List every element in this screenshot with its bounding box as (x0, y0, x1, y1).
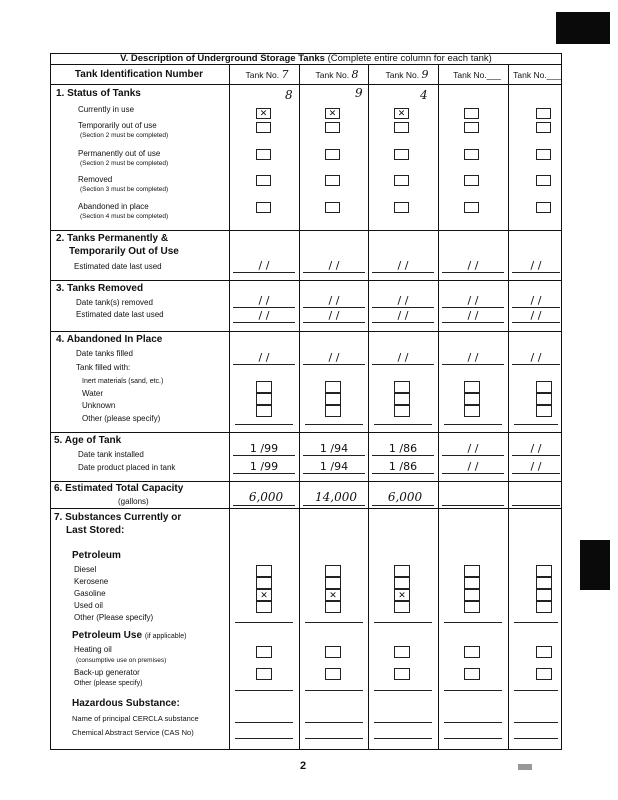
date-value[interactable]: / / (397, 351, 409, 364)
status-checkbox[interactable] (325, 122, 340, 133)
tank-col-1: Tank No. 7 (245, 68, 289, 81)
divider-s3 (50, 280, 562, 281)
date-underline (512, 455, 560, 456)
status-checkbox[interactable] (536, 108, 551, 119)
date-value[interactable]: / / (530, 351, 542, 364)
capacity-value[interactable]: 6,000 (248, 490, 284, 504)
fill-checkbox[interactable] (325, 381, 341, 393)
s1-item-label: Removed (78, 175, 113, 184)
substance-checkbox[interactable]: ✕ (394, 589, 410, 601)
other-underline (235, 424, 293, 425)
substance-checkbox[interactable] (536, 565, 552, 577)
substance-checkbox[interactable] (536, 589, 552, 601)
s3-title: 3. Tanks Removed (56, 283, 144, 294)
s1-item-label: Currently in use (78, 105, 135, 114)
s1-title: 1. Status of Tanks (56, 88, 141, 99)
date-value[interactable]: / / (258, 294, 270, 307)
date-underline (233, 272, 295, 273)
tank-id-row (50, 65, 562, 85)
petuse-checkbox[interactable] (464, 668, 480, 680)
black-tab-top (556, 12, 610, 44)
capacity-underline (442, 505, 504, 506)
cas-underline (444, 738, 502, 739)
substance-checkbox[interactable] (394, 577, 410, 589)
fill-checkbox[interactable] (394, 393, 410, 405)
petuse-checkbox[interactable] (325, 646, 341, 658)
footer-stamp (518, 764, 532, 770)
other-underline (305, 690, 363, 691)
capacity-value[interactable]: 6,000 (387, 490, 423, 504)
tank-col-4: Tank No.___ (453, 70, 501, 80)
date-underline (303, 455, 365, 456)
status-checkbox[interactable]: ✕ (394, 108, 409, 119)
status-checkbox[interactable] (325, 202, 340, 213)
other-underline (374, 690, 432, 691)
fill-checkbox[interactable] (464, 405, 480, 417)
substance-checkbox[interactable] (464, 577, 480, 589)
date-value[interactable]: / / (467, 294, 479, 307)
fill-checkbox[interactable] (536, 393, 552, 405)
substance-checkbox[interactable]: ✕ (325, 589, 341, 601)
divider-s6 (50, 481, 562, 482)
substance-checkbox[interactable]: ✕ (256, 589, 272, 601)
status-checkbox[interactable] (256, 175, 271, 186)
s4-fill: Other (please specify) (82, 414, 161, 423)
other-underline (235, 690, 293, 691)
page-number: 2 (300, 760, 307, 772)
tank-id-label: Tank Identification Number (74, 69, 204, 80)
date-value[interactable]: / / (467, 460, 479, 473)
status-checkbox[interactable] (464, 202, 479, 213)
haz-underline (444, 722, 502, 723)
date-underline (303, 322, 365, 323)
fill-checkbox[interactable] (256, 405, 272, 417)
date-underline (233, 307, 295, 308)
status-checkbox[interactable] (256, 149, 271, 160)
other-underline (374, 424, 432, 425)
date-underline (512, 307, 560, 308)
divider-s7 (50, 508, 562, 509)
other-underline (444, 622, 502, 623)
other-underline (305, 424, 363, 425)
col-divider (229, 65, 230, 750)
status-checkbox[interactable] (394, 175, 409, 186)
divider-s2 (50, 230, 562, 231)
status-checkbox[interactable] (464, 108, 479, 119)
date-value[interactable]: / / (530, 442, 542, 455)
substance-checkbox[interactable] (536, 601, 552, 613)
s4-fill: Unknown (82, 401, 116, 410)
petuse-checkbox[interactable] (256, 646, 272, 658)
other-underline (514, 424, 558, 425)
date-value[interactable]: 1 /99 (249, 442, 279, 455)
petuse-checkbox[interactable] (536, 646, 552, 658)
s3-item2: Estimated date last used (76, 310, 164, 319)
cas-underline (235, 738, 293, 739)
other-underline (514, 622, 558, 623)
s7-title2: Last Stored: (66, 525, 125, 536)
date-value[interactable]: / / (328, 259, 340, 272)
fill-checkbox[interactable] (536, 381, 552, 393)
date-underline (233, 322, 295, 323)
date-value[interactable]: / / (328, 351, 340, 364)
capacity-underline (303, 505, 365, 506)
s1-item-label: Abandoned in place (78, 202, 149, 211)
haz-underline (235, 722, 293, 723)
divider-s5 (50, 432, 562, 433)
date-value[interactable]: / / (530, 259, 542, 272)
date-underline (303, 364, 365, 365)
date-underline (372, 307, 434, 308)
date-underline (233, 364, 295, 365)
s5-item2: Date product placed in tank (78, 463, 176, 472)
s5-item1: Date tank installed (78, 450, 144, 459)
date-value[interactable]: / / (530, 460, 542, 473)
substance-checkbox[interactable] (464, 601, 480, 613)
fill-checkbox[interactable] (394, 381, 410, 393)
substance-checkbox[interactable] (325, 565, 341, 577)
petuse-checkbox[interactable] (394, 646, 410, 658)
date-underline (303, 473, 365, 474)
status-checkbox[interactable] (536, 202, 551, 213)
status-checkbox[interactable] (394, 122, 409, 133)
s7-pet-item: Diesel (74, 565, 97, 574)
s1-item-label: Permanently out of use (78, 149, 161, 158)
status-checkbox[interactable] (256, 122, 271, 133)
s1-item-note: (Section 2 must be completed) (80, 132, 169, 139)
status-checkbox[interactable] (394, 149, 409, 160)
date-value[interactable]: 1 /86 (388, 460, 418, 473)
handwritten-9: 9 (355, 86, 363, 100)
s7-petuse-item: Back-up generator (74, 668, 140, 677)
s3-item1: Date tank(s) removed (76, 298, 153, 307)
capacity-underline (512, 505, 560, 506)
date-underline (233, 473, 295, 474)
date-value[interactable]: 1 /94 (319, 460, 349, 473)
section-header (50, 53, 562, 65)
status-checkbox[interactable] (464, 122, 479, 133)
other-underline (374, 622, 432, 623)
s7-pet-item: Used oil (74, 601, 103, 610)
s7-haz-item: Name of principal CERCLA substance (72, 714, 199, 723)
petuse-checkbox[interactable] (464, 646, 480, 658)
capacity-underline (233, 505, 295, 506)
col-divider (508, 65, 509, 750)
date-underline (512, 473, 560, 474)
s4-title: 4. Abandoned In Place (56, 334, 163, 345)
s7-pet-item: Other (Please specify) (74, 613, 154, 622)
header-subtitle: (Complete entire column for each tank) (327, 53, 492, 64)
s4-item1: Date tanks filled (76, 349, 133, 358)
substance-checkbox[interactable] (256, 565, 272, 577)
date-underline (512, 322, 560, 323)
s7-petuse-item: Other (please specify) (74, 680, 143, 687)
haz-underline (305, 722, 363, 723)
capacity-value[interactable]: 14,000 (315, 490, 357, 504)
s1-item-label: Temporarily out of use (78, 121, 157, 130)
substance-checkbox[interactable] (536, 577, 552, 589)
date-underline (442, 473, 504, 474)
tank-col-2: Tank No. 8 (315, 68, 359, 81)
date-underline (442, 364, 504, 365)
date-underline (372, 455, 434, 456)
date-underline (233, 455, 295, 456)
date-value[interactable]: 1 /94 (319, 442, 349, 455)
s7-pet-item: Gasoline (74, 589, 106, 598)
s6-title: 6. Estimated Total Capacity (54, 483, 184, 494)
cas-underline (305, 738, 363, 739)
capacity-underline (372, 505, 434, 506)
s7-haz-item: Chemical Abstract Service (CAS No) (72, 728, 194, 737)
other-underline (235, 622, 293, 623)
cas-underline (374, 738, 432, 739)
date-value[interactable]: / / (397, 309, 409, 322)
fill-checkbox[interactable] (256, 393, 272, 405)
fill-checkbox[interactable] (256, 381, 272, 393)
handwritten-8: 8 (285, 88, 293, 102)
date-value[interactable]: / / (397, 294, 409, 307)
tank-col-3: Tank No. 9 (385, 68, 429, 81)
haz-underline (514, 722, 558, 723)
substance-checkbox[interactable] (325, 601, 341, 613)
status-checkbox[interactable] (536, 149, 551, 160)
date-underline (303, 307, 365, 308)
petuse-checkbox[interactable] (536, 668, 552, 680)
date-underline (442, 272, 504, 273)
date-underline (372, 364, 434, 365)
fill-checkbox[interactable] (536, 405, 552, 417)
fill-checkbox[interactable] (464, 393, 480, 405)
s1-item-note: (Section 3 must be completed) (80, 186, 169, 193)
date-underline (372, 473, 434, 474)
haz-underline (374, 722, 432, 723)
status-checkbox[interactable] (536, 122, 551, 133)
s5-title: 5. Age of Tank (54, 435, 122, 446)
other-underline (514, 690, 558, 691)
status-checkbox[interactable] (536, 175, 551, 186)
s7-title1: 7. Substances Currently or (54, 512, 182, 523)
s2-title2: Temporarily Out of Use (69, 246, 179, 257)
petuse-checkbox[interactable] (256, 668, 272, 680)
status-checkbox[interactable]: ✕ (325, 108, 340, 119)
date-underline (442, 455, 504, 456)
s7-pet-item: Kerosene (74, 577, 109, 586)
status-checkbox[interactable] (464, 149, 479, 160)
s2-title1: 2. Tanks Permanently & (56, 233, 169, 244)
date-value[interactable]: / / (467, 442, 479, 455)
black-tab-side (580, 540, 610, 590)
s7-hazardous: Hazardous Substance: (72, 698, 180, 709)
date-underline (512, 272, 560, 273)
divider-s4 (50, 331, 562, 332)
fill-checkbox[interactable] (325, 405, 341, 417)
date-value[interactable]: / / (467, 259, 479, 272)
other-underline (444, 690, 502, 691)
date-value[interactable]: / / (258, 309, 270, 322)
handwritten-4: 4 (420, 88, 428, 102)
date-value[interactable]: / / (530, 294, 542, 307)
date-underline (303, 272, 365, 273)
fill-checkbox[interactable] (464, 381, 480, 393)
date-underline (512, 364, 560, 365)
substance-checkbox[interactable] (394, 601, 410, 613)
date-value[interactable]: / / (467, 351, 479, 364)
date-underline (372, 322, 434, 323)
other-underline (444, 424, 502, 425)
date-value[interactable]: 1 /99 (249, 460, 279, 473)
substance-checkbox[interactable] (256, 577, 272, 589)
col-divider (438, 65, 439, 750)
other-underline (305, 622, 363, 623)
date-underline (372, 272, 434, 273)
s1-item-note: (Section 2 must be completed) (80, 160, 169, 167)
date-value[interactable]: / / (258, 259, 270, 272)
status-checkbox[interactable] (325, 175, 340, 186)
s6-unit: (gallons) (118, 497, 149, 506)
date-value[interactable]: / / (328, 309, 340, 322)
date-value[interactable]: / / (397, 259, 409, 272)
col-divider (299, 65, 300, 750)
s2-item: Estimated date last used (74, 262, 162, 271)
fill-checkbox[interactable] (394, 405, 410, 417)
substance-checkbox[interactable] (464, 565, 480, 577)
fill-checkbox[interactable] (325, 393, 341, 405)
substance-checkbox[interactable] (394, 565, 410, 577)
status-checkbox[interactable]: ✕ (256, 108, 271, 119)
s7-petroleum: Petroleum (72, 550, 121, 561)
date-value[interactable]: / / (467, 309, 479, 322)
s7-petuse-item: (consumptive use on premises) (76, 657, 167, 664)
col-divider (368, 65, 369, 750)
s4-fill: Water (82, 389, 104, 398)
tank-col-5: Tank No.___ (513, 70, 561, 80)
cas-underline (514, 738, 558, 739)
date-underline (442, 322, 504, 323)
status-checkbox[interactable] (325, 149, 340, 160)
petuse-checkbox[interactable] (394, 668, 410, 680)
s7-petuse-item: Heating oil (74, 645, 112, 654)
status-checkbox[interactable] (464, 175, 479, 186)
header-title: V. Description of Underground Storage Tanks (120, 53, 325, 64)
substance-checkbox[interactable] (256, 601, 272, 613)
substance-checkbox[interactable] (325, 577, 341, 589)
s7-petuse: Petroleum Use (if applicable) (72, 630, 187, 641)
s4-fill: Inert materials (sand, etc.) (82, 378, 164, 385)
date-value[interactable]: 1 /86 (388, 442, 418, 455)
date-value[interactable]: / / (530, 309, 542, 322)
date-value[interactable]: / / (328, 294, 340, 307)
s1-item-note: (Section 4 must be completed) (80, 213, 169, 220)
status-checkbox[interactable] (256, 202, 271, 213)
status-checkbox[interactable] (394, 202, 409, 213)
s4-item2: Tank filled with: (76, 363, 131, 372)
date-underline (442, 307, 504, 308)
substance-checkbox[interactable] (464, 589, 480, 601)
petuse-checkbox[interactable] (325, 668, 341, 680)
date-value[interactable]: / / (258, 351, 270, 364)
